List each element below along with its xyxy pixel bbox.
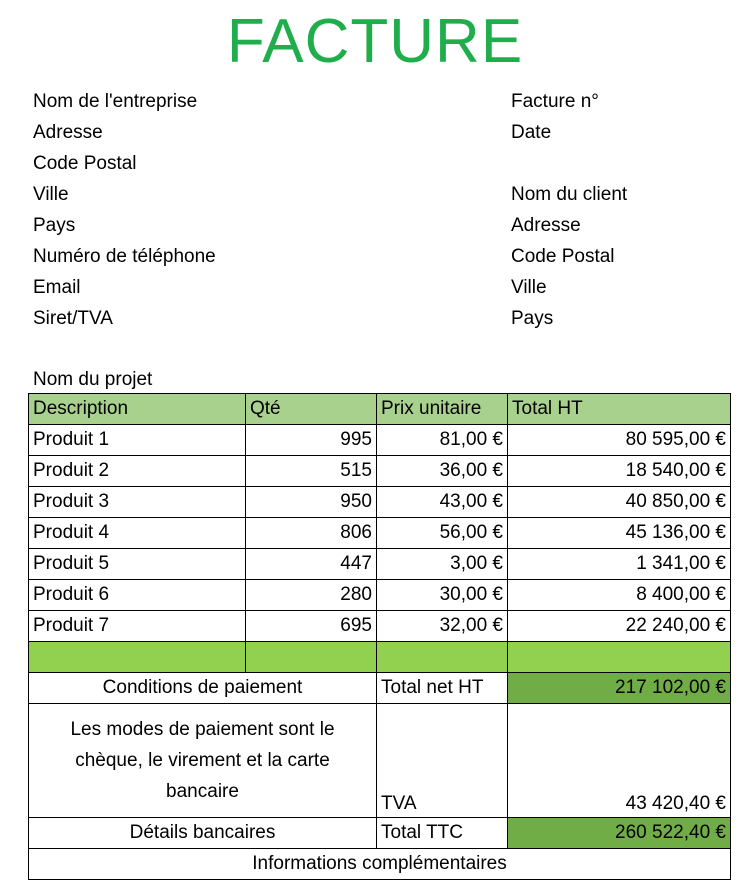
company-city: Ville [33, 184, 69, 205]
company-postal-code: Code Postal [33, 153, 137, 174]
empty-cell [29, 642, 246, 673]
invoice-number: Facture n° [511, 91, 599, 112]
header-description: Description [29, 394, 246, 425]
row-unit-price: 32,00 € [377, 611, 508, 642]
empty-cell [508, 642, 731, 673]
header-unit-price: Prix unitaire [377, 394, 508, 425]
row-description: Produit 3 [29, 487, 246, 518]
row-qty: 995 [246, 425, 377, 456]
bank-details-label: Détails bancaires [29, 818, 377, 849]
row-total: 22 240,00 € [508, 611, 731, 642]
table-row [29, 518, 731, 549]
client-country: Pays [511, 308, 554, 329]
total-net-label: Total net HT [377, 673, 508, 704]
total-net-row [29, 673, 731, 704]
table-header-row [29, 394, 731, 425]
payment-methods-text: Les modes de paiement sont le chèque, le virement et la carte bancaire [29, 704, 377, 818]
company-email: Email [33, 277, 81, 298]
row-unit-price: 30,00 € [377, 580, 508, 611]
tva-value: 43 420,40 € [508, 704, 731, 818]
client-address: Adresse [511, 215, 581, 236]
row-qty: 806 [246, 518, 377, 549]
total-ttc-value: 260 522,40 € [508, 818, 731, 849]
row-total: 80 595,00 € [508, 425, 731, 456]
table-row [29, 580, 731, 611]
company-address: Adresse [33, 122, 103, 143]
row-qty: 950 [246, 487, 377, 518]
row-total: 45 136,00 € [508, 518, 731, 549]
empty-table-row [29, 642, 731, 673]
additional-info-label: Informations complémentaires [29, 849, 731, 880]
additional-info-row [29, 849, 731, 880]
client-postal-code: Code Postal [511, 246, 615, 267]
row-description: Produit 1 [29, 425, 246, 456]
header-qty: Qté [246, 394, 377, 425]
empty-cell [246, 642, 377, 673]
tva-label: TVA [377, 704, 508, 818]
row-description: Produit 4 [29, 518, 246, 549]
row-total: 40 850,00 € [508, 487, 731, 518]
row-total: 18 540,00 € [508, 456, 731, 487]
table-row [29, 456, 731, 487]
table-row [29, 487, 731, 518]
company-country: Pays [33, 215, 76, 236]
company-siret: Siret/TVA [33, 308, 113, 329]
total-net-value: 217 102,00 € [508, 673, 731, 704]
project-name: Nom du projet [33, 369, 153, 390]
table-row [29, 549, 731, 580]
row-unit-price: 3,00 € [377, 549, 508, 580]
empty-cell [377, 642, 508, 673]
client-city: Ville [511, 277, 547, 298]
table-row [29, 425, 731, 456]
company-name: Nom de l'entreprise [33, 91, 198, 112]
header-total-ht: Total HT [508, 394, 731, 425]
row-qty: 515 [246, 456, 377, 487]
row-description: Produit 6 [29, 580, 246, 611]
row-description: Produit 2 [29, 456, 246, 487]
table-row [29, 611, 731, 642]
invoice-table [28, 393, 731, 880]
row-qty: 280 [246, 580, 377, 611]
row-qty: 695 [246, 611, 377, 642]
row-description: Produit 7 [29, 611, 246, 642]
payment-conditions-label: Conditions de paiement [29, 673, 377, 704]
row-qty: 447 [246, 549, 377, 580]
tva-row [29, 704, 731, 818]
row-description: Produit 5 [29, 549, 246, 580]
row-total: 1 341,00 € [508, 549, 731, 580]
row-unit-price: 56,00 € [377, 518, 508, 549]
company-phone: Numéro de téléphone [33, 246, 216, 267]
invoice-title: FACTURE [226, 7, 524, 76]
invoice-date: Date [511, 122, 552, 143]
row-unit-price: 36,00 € [377, 456, 508, 487]
total-ttc-row [29, 818, 731, 849]
client-name: Nom du client [511, 184, 628, 205]
row-total: 8 400,00 € [508, 580, 731, 611]
row-unit-price: 43,00 € [377, 487, 508, 518]
total-ttc-label: Total TTC [377, 818, 508, 849]
row-unit-price: 81,00 € [377, 425, 508, 456]
